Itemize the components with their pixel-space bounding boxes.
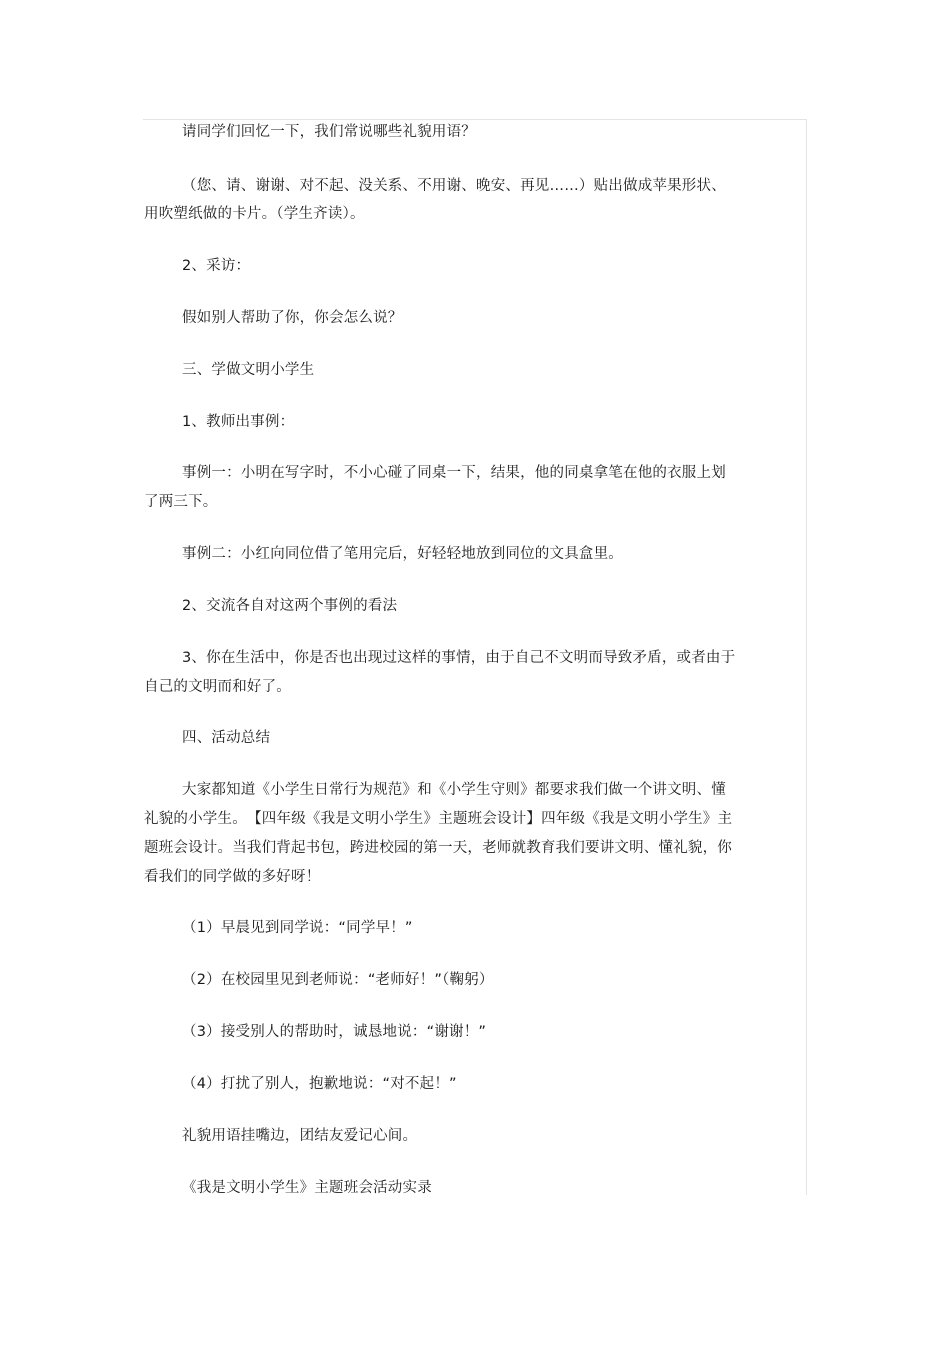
paragraph-line: 自己的文明而和好了。 (144, 679, 291, 695)
list-item: （4）打扰了别人，抱歉地说：“对不起！” (182, 1076, 457, 1092)
list-item: （3）接受别人的帮助时，诚恳地说：“谢谢！” (182, 1024, 487, 1040)
section-heading: 三、学做文明小学生 (182, 362, 315, 378)
section-heading: 四、活动总结 (182, 730, 271, 746)
paragraph-line: 看我们的同学做的多好呀！ (144, 869, 321, 885)
paragraph-line: 题班会设计。当我们背起书包，跨进校园的第一天，老师就教育我们要讲文明、懂礼貌，你 (144, 840, 732, 856)
paragraph-line: 3、你在生活中，你是否也出现过这样的事情，由于自己不文明而导致矛盾，或者由于 (182, 650, 736, 666)
list-item: （2）在校园里见到老师说：“老师好！”（鞠躬） (182, 972, 494, 988)
paragraph-line: 2、采访： (182, 258, 251, 274)
paragraph-line: 了两三下。 (144, 494, 218, 510)
paragraph-line: （您、请、谢谢、对不起、没关系、不用谢、晚安、再见……）贴出做成苹果形状、 (182, 178, 726, 194)
paragraph-line: 礼貌用语挂嘴边，团结友爱记心间。 (182, 1128, 418, 1144)
paragraph-line: 礼貌的小学生。 【四年级《我是文明小学生》主题班会设计】四年级《我是文明小学生》主 (144, 811, 733, 827)
paragraph-line: 用吹塑纸做的卡片。（学生齐读）。 (144, 206, 365, 222)
paragraph-line: 事例一：小明在写字时，不小心碰了同桌一下，结果，他的同桌拿笔在他的衣服上划 (182, 465, 726, 481)
paragraph-line: 请同学们回忆一下，我们常说哪些礼貌用语？ (182, 124, 476, 140)
paragraph-line: 事例二：小红向同位借了笔用完后，好轻轻地放到同位的文具盒里。 (182, 546, 623, 562)
paragraph-line: 假如别人帮助了你，你会怎么说？ (182, 310, 403, 326)
paragraph-line: 2、交流各自对这两个事例的看法 (182, 598, 398, 614)
paragraph-line: 1、教师出事例： (182, 414, 295, 430)
list-item: （1）早晨见到同学说：“同学早！” (182, 920, 413, 936)
paragraph-line: 《我是文明小学生》主题班会活动实录 (182, 1180, 432, 1196)
paragraph-line: 大家都知道《小学生日常行为规范》和《小学生守则》都要求我们做一个讲文明、懂 (182, 782, 726, 798)
